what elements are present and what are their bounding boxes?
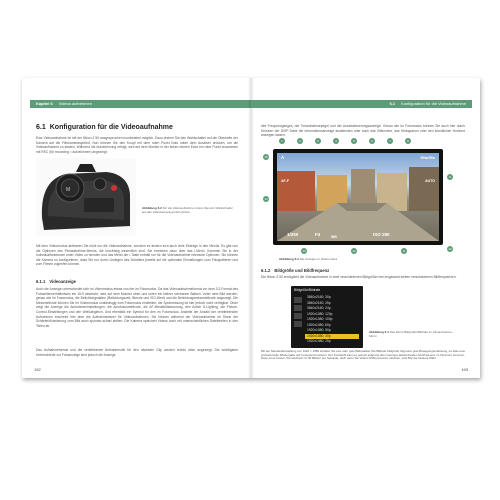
menu-row: 3840x2160; 24p (307, 306, 331, 310)
callout-13: 13 (302, 249, 306, 253)
caption-text: Für die Videoaufnahme nutzen Sie den Wahlschalter auf das Videokamerasymbol drehen. (142, 206, 233, 214)
callout-15: 15 (264, 155, 268, 159)
callout-2: 2 (297, 138, 303, 144)
menu-row: 1920x1080; 100p (307, 317, 333, 321)
callout-6: 6 (369, 138, 375, 144)
callout-12: 12 (352, 249, 356, 253)
menu-side-tab (294, 313, 302, 319)
menu-title: Bildgröße/Bildrate (294, 288, 321, 292)
callout-11: 11 (402, 249, 406, 253)
menu-row-selected: 1920x1080; 30p (305, 334, 359, 340)
callout-7: 7 (387, 138, 393, 144)
remaining-time-indicator: 59m59s (420, 155, 435, 160)
page-number-right: 193 (461, 367, 468, 372)
menu-side-tab (294, 305, 302, 311)
exposure-mode-indicator: A (281, 155, 285, 160)
focus-mode-indicator: AF-F (281, 179, 289, 183)
left-running-header (30, 100, 251, 108)
figure-caption-6-3 (279, 257, 439, 261)
menu-screenshot-figure (291, 286, 363, 348)
camera-mode-dial-image (36, 158, 136, 236)
body-paragraph-2: Auch die Anzeige unterscheidet sich im Videomodus etwas von der im Fotomodus. Da das Videoaufnahmeformat vor dem 3:2-Format des Fotoseitenverhältnisses ein 16:9 abweicht, wird auf dem Monitor oben und unten ein kleiner schwarzer Balken. Unter dem Bild werden, genau wie im Fotomodus, die Belichtungsdaten (Belichtungszeit, Blende und ISO-Wert) und die Belichtungsmessmethode angezeigt. Die Messmethode können Sie im Videomodus unabhängig vom Fotomodus einstellen; die Spotmessung ist hier jedoch nicht verfügbar. Oben zeigt die Anzeige die Aufnahmeeinstellungen: die Autofokusmethode, die AF-Messfeldsteuerung, den Active D-Lighting, die Picture-Control-Einstellungen und den Weißabgleich. Und ebenfalls ein Symbol für den im Fotomodus. Anstelle der Anzahl der verbleibenden Aufnahmen erscheint hier aber die Aufnahmedauer für Videoaufnahmen. Sie können während der Videoaufnahme im Sinne der Schärfefokussierung zum Bild auch spontan scharf stellen. Die Kamera speichert Videos auch mit unterschiedlichen Dateibreiten in den Teilen ab. (36, 287, 238, 328)
intro-paragraph: Eine Videoaufnahme ist mit der Nikon Z 50 ausgesprochen komfortabel möglich. Dazu drehen Sie den Wahlschalter auf die Oberseite der Kamera auf die Filmkamerasymbol. Nun können Sie den Knopf mit dem roten Punkt links unten dem Auslöser drücken, um die Videoaufnahme zu starten. Während die Aufzeichnung erfolgt, wird auf dem Monitor in der linken oberen Ecke ein roter Punkt zusammen mit REC (für recording = aufzeichnen) angezeigt. (36, 136, 238, 154)
caption-label: Abbildung 6.3 (279, 257, 299, 261)
white-balance-indicator: AUTO (425, 179, 435, 183)
figure-caption-6-2 (142, 206, 234, 214)
page-number-left: 192 (34, 367, 41, 372)
right-running-header (251, 100, 472, 108)
live-view-image (277, 153, 439, 241)
subsection-number: 6.1.1 (36, 279, 46, 284)
chapter-label: Kapitel 6 (36, 101, 53, 106)
caption-label: Abbildung 6.4 (369, 330, 389, 334)
svg-text:M: M (66, 187, 71, 193)
shutter-speed-readout: 1/250 (287, 232, 299, 237)
section-heading (36, 124, 177, 131)
aperture-readout: F4 (315, 232, 321, 237)
body-paragraph-2: Die Nikon Z 50 ermöglicht die Videoaufnahme in zwei verschiedenen Bildgrößen bei insgesamt sieben verschiedenen Bildfrequenzen. (261, 275, 457, 279)
section-title: Konfiguration für die Videoaufnahme (49, 124, 173, 131)
right-page (251, 78, 480, 378)
callout-8: 8 (405, 138, 411, 144)
caption-text: Das Menü Bildgröße/Bildrate im Filmaufnahme-Menü (369, 330, 453, 338)
callout-5: 5 (351, 138, 357, 144)
callout-10: 10 (448, 247, 452, 251)
video-display-figure (273, 149, 443, 245)
section-label: 6.1 (389, 101, 396, 106)
body-paragraph-3: Das Aufnahmeformat und die verbleibende Aufnahmezeit für den nächsten Clip werden rechts oben angezeigt. Die wichtigsten Unterschiede zur Fotoanzeige sind jedoch die Anzeige (36, 348, 238, 357)
callout-14: 14 (264, 197, 268, 201)
street-scene-image (277, 153, 439, 241)
subsection-number: 6.1.2 (261, 268, 271, 273)
body-paragraph-3: Mit der Standardeinstellung von 1920 × 1080 erhalten Sie eine sehr gute Bildqualität. Die Bildrate bildgröße folgt eine gute Bewegungserfassung, so dass eine professionelle Wiedergabe auf Computermonitoren. Der Kunstlicht kann es jedoch aufgrund des in Europa abweichenden Netzfrequenz zu Flimmern kommen. Dann ist es besser, Sie wechseln zu 50 Bildern pro Sekunde, doch wenn Sie Videos DVDs brennen möchten, sind 50p die bessere Wahl. (261, 349, 465, 361)
left-page (22, 78, 251, 378)
figure-caption-6-4 (369, 330, 459, 338)
menu-row: 3840x2160; 25p (307, 300, 331, 305)
iso-readout: ISO 280 (373, 232, 390, 237)
caption-label: Abbildung 6.2 (142, 206, 162, 210)
callout-1: 1 (279, 138, 285, 144)
menu-row: 3840x2160; 30p (307, 295, 331, 299)
menu-row: 1920x1080; 60p (307, 322, 331, 327)
callout-3: 3 (315, 138, 321, 144)
chapter-title: Videos aufnehmen (58, 101, 92, 106)
menu-row: 1920x1080; 25p (307, 339, 331, 343)
subsection-heading (261, 268, 333, 273)
section-number: 6.1 (36, 124, 46, 131)
book-spread (22, 78, 480, 378)
body-paragraph-1: des Frequenzganges, der Tonaufnahmepegel und der Ausstssteuerungsanzeige. Genau wie im Fotomodus können Sie auch hier durch Drücken der DISP-Taste die Informationsanzeige ausblenden oder auch das Gittennetz, das Histogramm oder den künstlichen Horizont anzeigen lassen. (261, 124, 465, 138)
menu-row: 1920x1080; 50p (307, 328, 331, 332)
subsection-title: Videoanzeige (49, 279, 77, 284)
menu-row: 1920x1080; 120p (307, 311, 333, 316)
callout-9: 9 (447, 174, 453, 180)
section-running-title: Konfiguration für die Videoaufnahme (401, 101, 466, 106)
body-paragraph-1: Mit dem Videomodus aktivieren Sie nicht nur die Videoaufnahme, sondern es ändern sich auch viele Einträge in den Menüs. Es gibt nun die Optionen des Filmaufnahme-Menüs, die kurzfristig wesentlich sind. Sie erreichen dann über das i-Menü. Kommen Sie in der Individualfunktionen unter Video zu wenden und das Menü der i-Taste enthält nur für die Videoaufnahme relevante Optionen. Sie können die Kamera so konfigurieren, dass Sie nur durch Umlegen des Schalters jeweils auf die optimalen Einstellungen zum Fotografieren und zum Filmen zugreifen können. (36, 244, 238, 267)
menu-side-tab (294, 321, 302, 327)
subsection-heading (36, 279, 80, 284)
caption-text: Die Anzeige im Videomodus (299, 257, 338, 261)
menu-side-tab (294, 297, 302, 303)
wb-mode-indicator: WB (331, 235, 337, 239)
subsection-title: Bildgröße und Bildfrequenz (274, 268, 330, 273)
callout-4: 4 (333, 138, 339, 144)
